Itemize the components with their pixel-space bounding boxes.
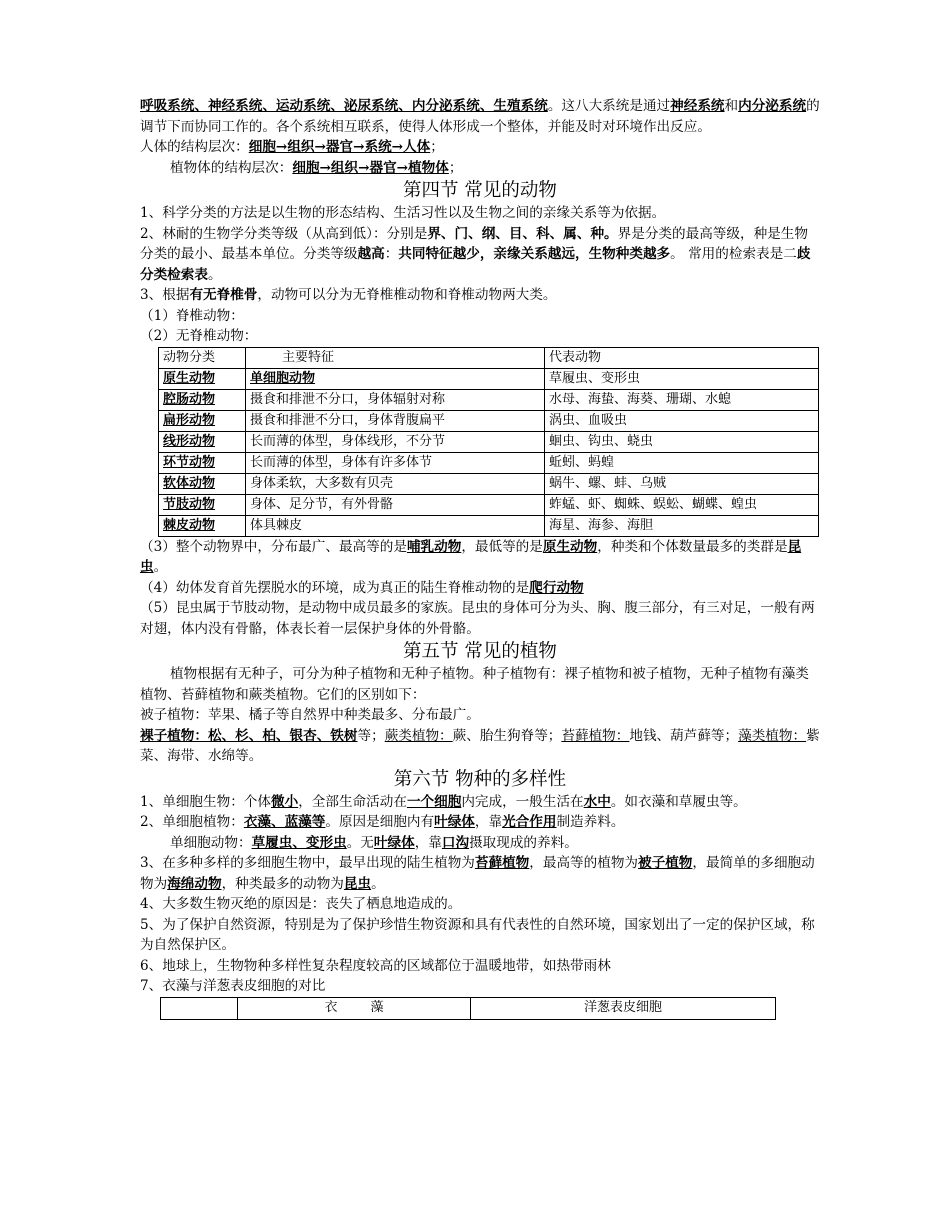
paragraph: 3、根据有无脊椎骨，动物可以分为无脊椎椎动物和脊椎动物两大类。 (140, 287, 557, 303)
paragraph: 单细胞动物：草履虫、变形虫。无叶绿体，靠口沟摄取现成的养料。 (170, 834, 578, 851)
paragraph: 6、地球上，生物物种多样性复杂程度较高的区域都位于温暖地带，如热带雨林 (140, 957, 611, 974)
table-cell: 棘皮动物 (159, 515, 246, 536)
table-cell: 草履虫、变形虫 (545, 368, 819, 389)
section-title: 第六节 物种的多样性 (393, 768, 567, 790)
table-cell: 长而薄的体型，身体线形，不分节 (246, 431, 545, 452)
paragraph: （2）无脊椎动物： (140, 328, 258, 344)
table-cell: 原生动物 (159, 368, 246, 389)
table-row (159, 452, 819, 473)
section-title: 第四节 常见的动物 (403, 180, 557, 201)
table-cell: 摄食和排泄不分口，身体背腹扁平 (246, 410, 545, 431)
table-cell: 身体柔软，大多数有贝壳 (246, 473, 545, 494)
table-header-cell: 代表动物 (545, 347, 819, 368)
table-cell: 摄食和排泄不分口，身体辐射对称 (246, 389, 545, 410)
table-cell: 单细胞动物 (246, 368, 545, 389)
plant-structure-levels: 植物体的结构层次：细胞→组织→器官→植物体； (170, 159, 463, 176)
table-cell: 蛔虫、钩虫、蛲虫 (545, 431, 819, 452)
systems-paragraph: 呼吸系统、神经系统、运动系统、泌尿系统、内分泌系统、生殖系统。这八大系统是通过神经系统和内分泌系统的调节下而协同工作的。各个系统相互联系，使得人体形成一个整体，并能及时对环境作出反应。 (140, 98, 820, 135)
table-cell: 线形动物 (159, 431, 246, 452)
paragraph: （1）脊椎动物： (140, 307, 244, 324)
table-header-cell: 动物分类 (159, 347, 246, 368)
paragraph: 5、为了保护自然资源，特别是为了保护珍惜生物资源和具有代表性的自然环境，国家划出了一定的保护区域，称为自然保护区。 (140, 916, 815, 953)
table-cell: 腔肠动物 (159, 389, 246, 410)
table-row (159, 368, 819, 389)
paragraph: 裸子植物：松、杉、柏、银杏、铁树等；蕨类植物：蕨、胎生狗脊等；苔藓植物：地钱、葫芦藓等；藻类植物：紫菜、海带、水绵等。 (140, 727, 820, 764)
human-structure-levels: 人体的结构层次：细胞→组织→器官→系统→人体； (140, 139, 444, 155)
table-header-cell (161, 997, 238, 1019)
table-row (159, 389, 819, 410)
table-row (159, 410, 819, 431)
table-header-cell: 衣 藻 (238, 997, 471, 1019)
table-cell: 蚯蚓、蚂蝗 (545, 452, 819, 473)
paragraph: 被子植物：苹果、橘子等自然界中种类最多、分布最广。 (140, 707, 480, 723)
table-cell: 身体、足分节，有外骨骼 (246, 494, 545, 515)
paragraph: 植物根据有无种子，可分为种子植物和无种子植物。种子植物有：裸子植物和被子植物，无种子植物有藻类植物、苔藓植物和蕨类植物。它们的区别如下： (140, 666, 809, 703)
table-cell: 扁形动物 (159, 410, 246, 431)
table-cell: 涡虫、血吸虫 (545, 410, 819, 431)
table-cell: 软体动物 (159, 473, 246, 494)
table-cell: 蜗牛、螺、蚌、乌贼 (545, 473, 819, 494)
paragraph: 7、衣藻与洋葱表皮细胞的对比 (140, 978, 326, 994)
paragraph: 2、单细胞植物：衣藻、蓝藻等。原因是细胞内有叶绿体，靠光合作用制造养料。 (140, 814, 625, 830)
table-row (159, 473, 819, 494)
table-row (159, 515, 819, 536)
table-cell: 水母、海蛰、海葵、珊瑚、水螅 (545, 389, 819, 410)
paragraph: 3、在多种多样的多细胞生物中，最早出现的陆生植物为苔藓植物，最高等的植物为被子植物，最简单的多细胞动物为海绵动物，种类最多的动物为昆虫。 (140, 855, 815, 892)
comparison-table (160, 997, 776, 1020)
section-title: 第五节 常见的植物 (403, 641, 557, 662)
table-cell: 节肢动物 (159, 494, 246, 515)
table-cell: 体具棘皮 (246, 515, 545, 536)
table-header-row (161, 997, 776, 1019)
table-header-row (159, 347, 819, 368)
paragraph: 2、林耐的生物学分类等级（从高到低）：分别是界、门、纲、目、科、属、种。界是分类的最高等级，种是生物分类的最小、最基本单位。分类等级越高：共同特征越少，亲缘关系越远，生物种类越多。 常用的检索表是二歧分类检索表。 (140, 225, 811, 283)
invertebrate-table (158, 347, 819, 537)
paragraph: 1、单细胞生物：个体微小，全部生命活动在一个细胞内完成，一般生活在水中。如衣藻和草履虫等。 (140, 793, 747, 810)
paragraph: （3）整个动物界中，分布最广、最高等的是哺乳动物，最低等的是原生动物，种类和个体数量最多的类群是昆虫。 (140, 538, 802, 575)
paragraph: 4、大多数生物灭绝的原因是：丧失了栖息地造成的。 (140, 896, 462, 912)
paragraph: （5）昆虫属于节肢动物，是动物中成员最多的家族。昆虫的身体可分为头、胸、腹三部分，有三对足，一般有两对翅，体内没有骨骼，体表长着一层保护身体的外骨骼。 (140, 600, 815, 637)
table-row (159, 431, 819, 452)
table-header-cell: 主要特征 (246, 347, 545, 368)
document-page (140, 96, 820, 1020)
table-cell: 蚱蜢、虾、蜘蛛、蜈蚣、蝴蝶、蝗虫 (545, 494, 819, 515)
paragraph: 1、科学分类的方法是以生物的形态结构、生活习性以及生物之间的亲缘关系等为依据。 (140, 205, 666, 221)
table-cell: 环节动物 (159, 452, 246, 473)
table-cell: 海星、海参、海胆 (545, 515, 819, 536)
table-header-cell: 洋葱表皮细胞 (471, 997, 776, 1019)
paragraph: （4）幼体发育首先摆脱水的环境，成为真正的陆生脊椎动物的是爬行动物 (140, 579, 584, 596)
table-row (159, 494, 819, 515)
table-cell: 长而薄的体型，身体有许多体节 (246, 452, 545, 473)
